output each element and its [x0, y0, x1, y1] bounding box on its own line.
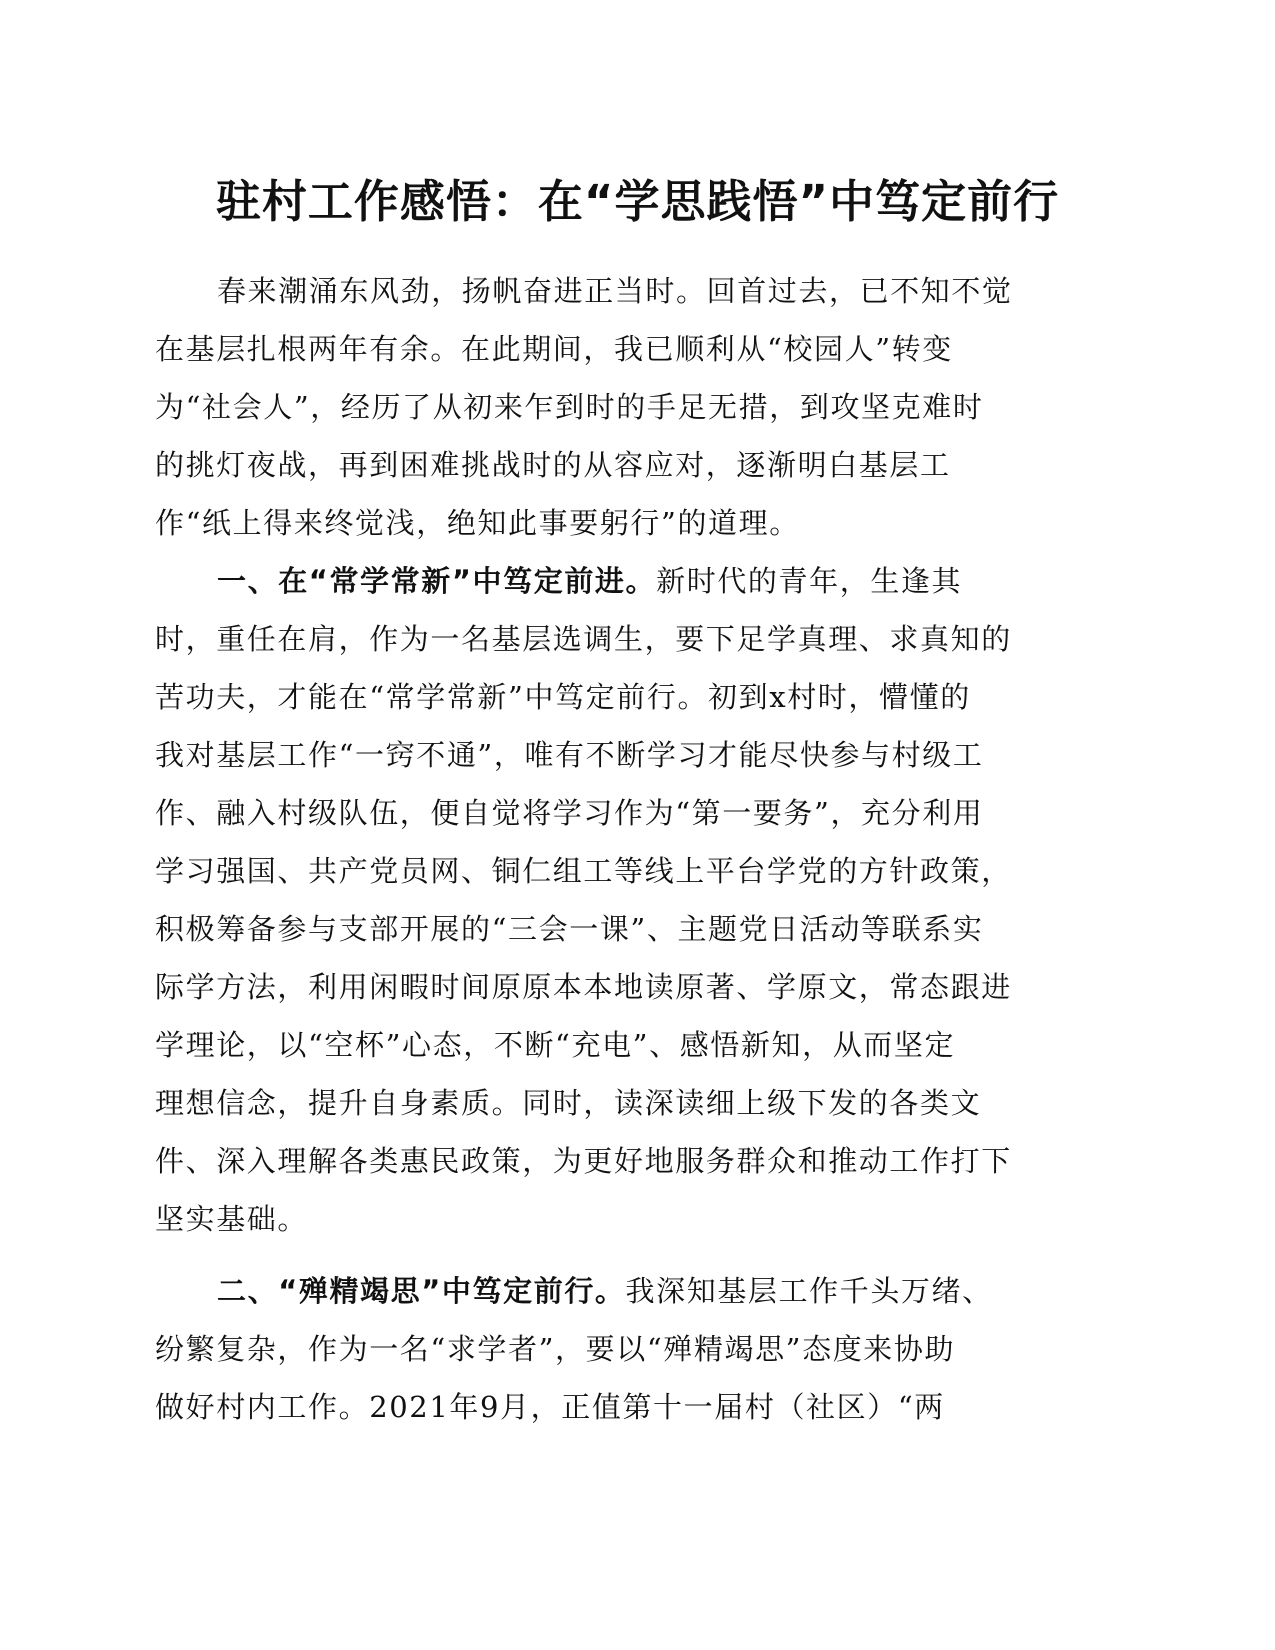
paragraph-line: 做好村内工作。2021年9月，正值第十一届村（社区）“两 — [155, 1390, 945, 1424]
paragraph-line: 在基层扎根两年有余。在此期间，我已顺利从“校园人”转变 — [155, 332, 953, 366]
paragraph-line: 的挑灯夜战，再到困难挑战时的从容应对，逐渐明白基层工 — [155, 448, 951, 482]
section-1-first-line-text: 新时代的青年，生逢其 — [656, 564, 963, 598]
paragraph-line: 积极筹备参与支部开展的“三会一课”、主题党日活动等联系实 — [155, 912, 984, 946]
section-1-heading: 一、在“常学常新”中笃定前进。 — [217, 564, 657, 598]
paragraph-line: 际学方法，利用闲暇时间原原本本地读原著、学原文，常态跟进 — [155, 970, 1012, 1004]
paragraph-line: 坚实基础。 — [155, 1202, 309, 1236]
paragraph-line: 理想信念，提升自身素质。同时，读深读细上级下发的各类文 — [155, 1086, 982, 1120]
paragraph-line: 苦功夫，才能在“常学常新”中笃定前行。初到x村时，懵懂的 — [155, 680, 971, 714]
paragraph-line: 作、融入村级队伍，便自觉将学习作为“第一要务”，充分利用 — [155, 796, 984, 830]
paragraph-line: 学理论，以“空杯”心态，不断“充电”、感悟新知，从而坚定 — [155, 1028, 956, 1062]
paragraph-line: 时，重任在肩，作为一名基层选调生，要下足学真理、求真知的 — [155, 622, 1012, 656]
document-body — [155, 262, 1085, 1436]
section-2-first-line-text: 我深知基层工作千头万绪、 — [625, 1274, 993, 1308]
paragraph-line: 春来潮涌东风劲，扬帆奋进正当时。回首过去，已不知不觉 — [217, 274, 1013, 308]
paragraph-line: 件、深入理解各类惠民政策，为更好地服务群众和推动工作打下 — [155, 1144, 1012, 1178]
section-2-first-line — [155, 1262, 1085, 1320]
paragraph-line: 纷繁复杂，作为一名“求学者”，要以“殚精竭思”态度来协助 — [155, 1332, 956, 1366]
paragraph-line: 学习强国、共产党员网、铜仁组工等线上平台学党的方针政策， — [155, 854, 1012, 888]
paragraph-line: 我对基层工作“一窍不通”，唯有不断学习才能尽快参与村级工 — [155, 738, 984, 772]
section-1-first-line — [155, 552, 1085, 610]
paragraph-line: 为“社会人”，经历了从初来乍到时的手足无措，到攻坚克难时 — [155, 390, 984, 424]
section-2-heading: 二、“殚精竭思”中笃定前行。 — [217, 1274, 626, 1308]
document-title: 驻村工作感悟：在“学思践悟”中笃定前行 — [215, 175, 1060, 228]
paragraph-line: 作“纸上得来终觉浅，绝知此事要躬行”的道理。 — [155, 506, 800, 540]
